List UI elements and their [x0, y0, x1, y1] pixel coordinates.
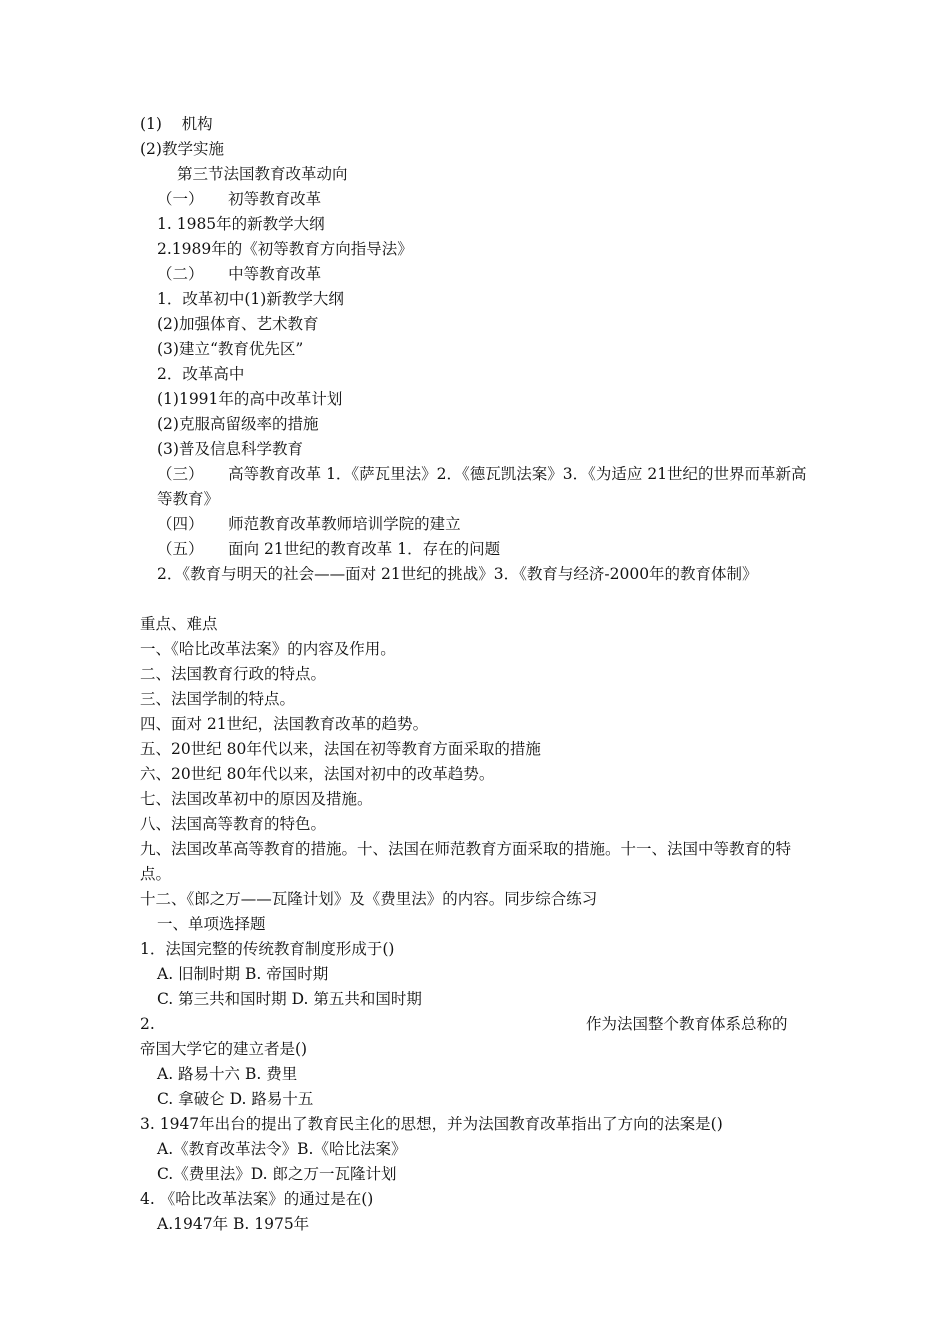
subsection-teacher-training: （四） 师范教育改革教师培训学院的建立	[157, 515, 461, 533]
question-2-options: C. 拿破仑 D. 路易十五	[157, 1090, 314, 1108]
subsection-21st-century: （五） 面向 21世纪的教育改革 1．存在的问题	[157, 540, 501, 558]
list-item: 1. 1985年的新教学大纲	[157, 215, 325, 233]
question-2-number: 2.	[140, 1015, 155, 1033]
subsection-secondary: （二） 中等教育改革	[157, 265, 322, 283]
section-heading: 第三节法国教育改革动向	[177, 165, 348, 183]
key-points-heading: 重点、难点	[140, 615, 218, 633]
outline-item-teaching: (2)教学实施	[140, 140, 224, 158]
question-4: 4. 《哈比改革法案》的通过是在()	[140, 1190, 374, 1208]
key-point: 三、法国学制的特点。	[140, 690, 296, 708]
question-2: 作为法国整个教育体系总称的	[586, 1015, 788, 1033]
key-point: 四、面对 21世纪，法国教育改革的趋势。	[140, 715, 429, 733]
question-4-options: A.1947年 B. 1975年	[157, 1215, 310, 1233]
outline-item-institution: (1) 机构	[140, 115, 213, 133]
exercise-heading: 一、单项选择题	[157, 915, 266, 933]
key-point: 七、法国改革初中的原因及措施。	[140, 790, 373, 808]
list-item: (2)加强体育、艺术教育	[157, 315, 319, 333]
subsection-primary: （一） 初等教育改革	[157, 190, 322, 208]
question-1: 1．法国完整的传统教育制度形成于()	[140, 940, 395, 958]
question-3: 3. 1947年出台的提出了教育民主化的思想，并为法国教育改革指出了方向的法案是()	[140, 1115, 723, 1133]
list-item: 2．改革高中	[157, 365, 245, 383]
question-3-options: C.《费里法》D. 郎之万一瓦隆计划	[157, 1165, 397, 1183]
list-item: (2)克服高留级率的措施	[157, 415, 319, 433]
question-1-options: A. 旧制时期 B. 帝国时期	[157, 965, 329, 983]
key-point: 六、20世纪 80年代以来，法国对初中的改革趋势。	[140, 765, 495, 783]
subsection-higher: （三） 高等教育改革 1．《萨瓦里法》2．《德瓦凯法案》3．《为适应 21世纪的世界而革新高等教育》	[157, 465, 807, 508]
list-item: 2．《教育与明天的社会——面对 21世纪的挑战》3．《教育与经济-2000年的教育体制》	[157, 565, 758, 583]
question-2: 帝国大学它的建立者是()	[140, 1040, 308, 1058]
key-point: 一、《哈比改革法案》的内容及作用。	[140, 640, 396, 658]
key-point: 八、法国高等教育的特色。	[140, 815, 327, 833]
key-point: 五、20世纪 80年代以来，法国在初等教育方面采取的措施	[140, 740, 541, 758]
list-item: 2.1989年的《初等教育方向指导法》	[157, 240, 413, 258]
key-point: 九、法国改革高等教育的措施。十、法国在师范教育方面采取的措施。十一、法国中等教育的特点。	[140, 840, 792, 883]
list-item: 1．改革初中(1)新教学大纲	[157, 290, 344, 308]
key-point: 十二、《郎之万——瓦隆计划》及《费里法》的内容。同步综合练习	[140, 890, 598, 908]
question-2-options: A. 路易十六 B. 费里	[157, 1065, 298, 1083]
list-item: (3)普及信息科学教育	[157, 440, 303, 458]
list-item: (3)建立“教育优先区”	[157, 340, 304, 358]
question-3-options: A.《教育改革法令》B.《哈比法案》	[157, 1140, 407, 1158]
list-item: (1)1991年的高中改革计划	[157, 390, 343, 408]
key-point: 二、法国教育行政的特点。	[140, 665, 327, 683]
question-1-options: C. 第三共和国时期 D. 第五共和国时期	[157, 990, 422, 1008]
